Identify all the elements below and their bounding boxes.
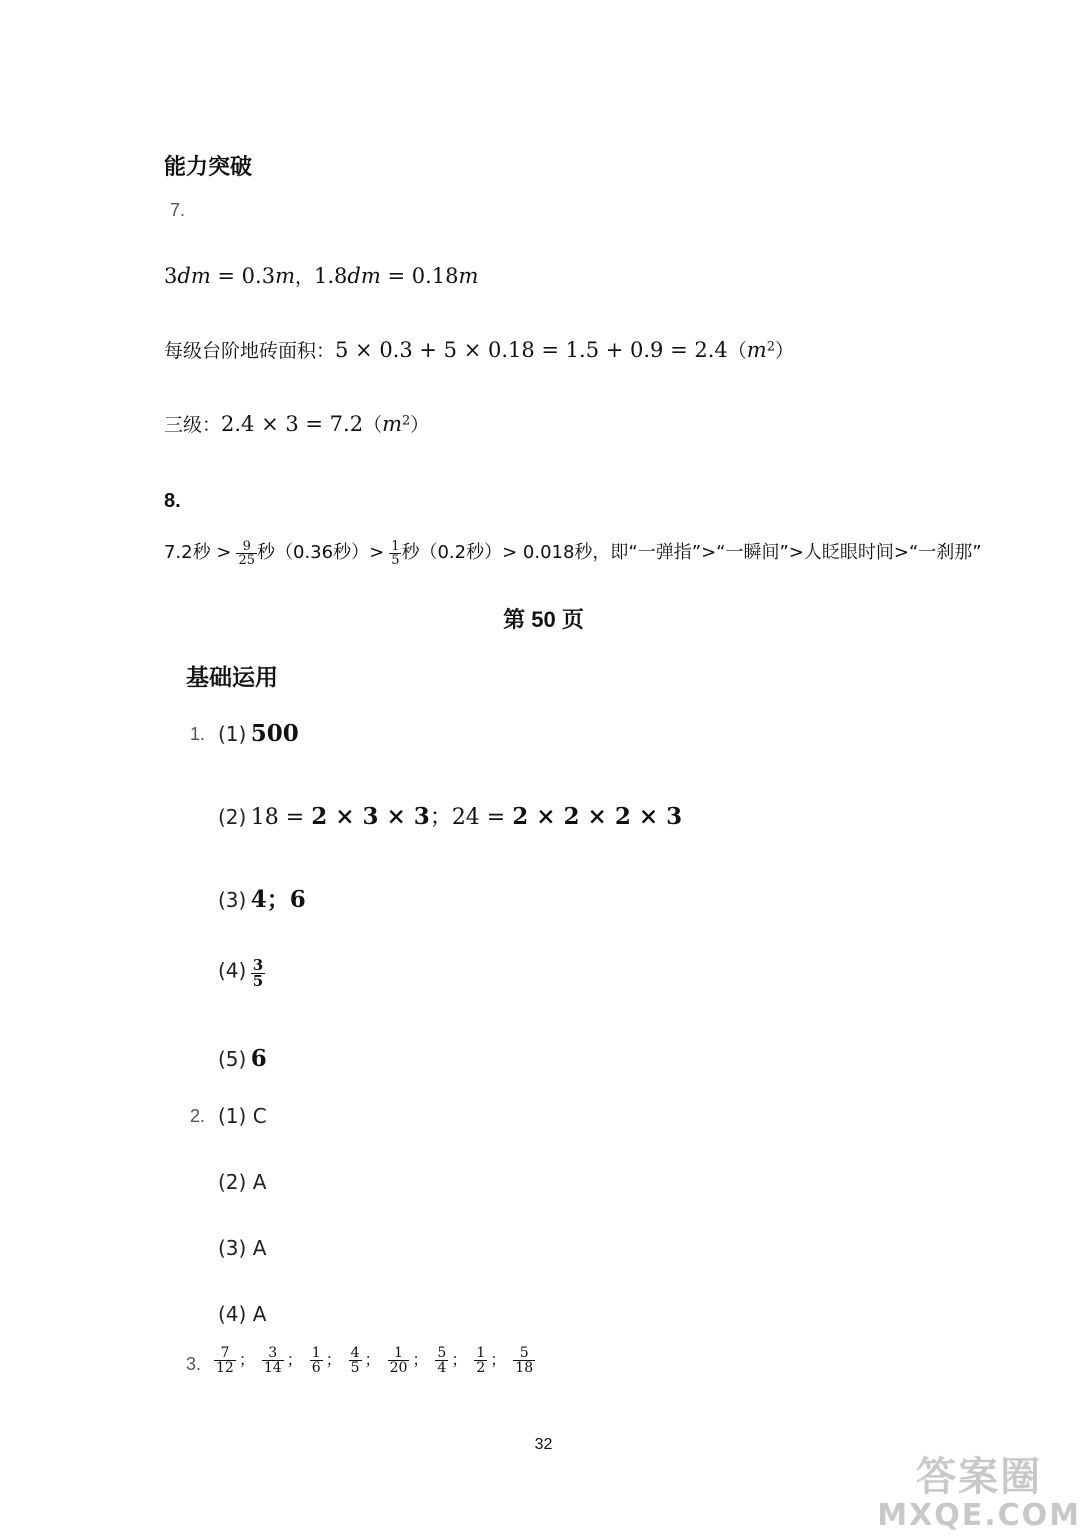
q3-fraction-den: 2 [476, 1360, 486, 1376]
q3-fraction-num: 5 [437, 1345, 447, 1361]
q7-unit-dm-2: dm [347, 264, 381, 288]
q7-eq-2: = 0.18 [380, 264, 459, 288]
q7-total-line [164, 410, 429, 437]
q7-total-unit-exp: 2 [402, 413, 411, 429]
q3-fraction [262, 1346, 284, 1375]
page-title: 第 50 页 [503, 607, 584, 632]
q7-area-label: 每级台阶地砖面积： [164, 340, 336, 362]
page-number: 32 [534, 1436, 553, 1453]
q3-fraction-den: 18 [515, 1360, 534, 1376]
q2-item-3 [218, 1236, 266, 1260]
q8-comparison-line [164, 538, 982, 567]
q1-item-2-part-b: 2 × 3 × 3 [311, 803, 430, 830]
q8-text-3: 秒（0.2秒）> 0.018秒，即“一弹指”>“一瞬间”>人眨眼时间>“一刹那” [401, 542, 982, 563]
q2-item-4 [218, 1302, 266, 1326]
q7-area-unit-open: （ [727, 340, 747, 362]
q3-fraction-den: 20 [389, 1360, 408, 1376]
q1-item-2-part-d: 2 × 2 × 2 × 3 [512, 803, 683, 830]
q1-item-1 [218, 720, 299, 747]
q1-item-5 [218, 1045, 267, 1072]
watermark-logo [877, 1455, 1081, 1532]
q8-fraction-1-den: 25 [238, 552, 255, 568]
q2-item-1-label: (1) [218, 1104, 247, 1128]
q8-fraction-1-num: 9 [236, 540, 257, 554]
q7-area-unit-close: ） [774, 340, 794, 362]
q3-fraction-num: 1 [388, 1346, 410, 1361]
q1-item-3-answer: 4；6 [250, 886, 306, 913]
q1-item-2-label: (2) [218, 805, 247, 829]
q7-unit-m-2: m [458, 264, 479, 288]
q3-fraction [513, 1346, 535, 1375]
q7-total-unit-base: m [382, 412, 403, 436]
q3-fraction-den: 5 [350, 1360, 360, 1376]
q1-item-2-part-a: 18 = [250, 805, 312, 830]
q2-item-2 [218, 1170, 266, 1194]
q7-conversion-line [164, 262, 478, 289]
q7-area-line [164, 336, 794, 363]
q8-fraction-2 [389, 540, 401, 567]
q1-item-1-answer: 500 [250, 720, 299, 747]
q7-total-label: 三级： [164, 414, 222, 436]
q8-fraction-2-num: 1 [391, 538, 400, 554]
q3-fraction-den: 12 [216, 1360, 234, 1376]
q1-item-4-fraction [251, 958, 265, 989]
q3-fraction-num: 1 [311, 1345, 321, 1361]
q7-eq-1: = 0.3 [210, 264, 276, 288]
q3-separator: ； [238, 1349, 255, 1369]
q2-item-2-label: (2) [218, 1170, 247, 1194]
question-number-2: 2. [190, 1106, 206, 1126]
q3-fraction-den: 4 [437, 1360, 447, 1376]
q3-fraction-den: 14 [263, 1360, 282, 1376]
q1-item-3 [218, 881, 306, 914]
q3-separator: ； [451, 1349, 468, 1369]
question-number-1: 1. [190, 724, 206, 744]
q3-fraction [388, 1346, 410, 1375]
q7-unit-m-1: m [275, 264, 295, 288]
q8-fraction-1 [236, 540, 257, 567]
q3-separator: ； [490, 1349, 507, 1369]
q7-area-unit-base: m [746, 338, 767, 362]
q3-fraction-num: 3 [262, 1346, 284, 1361]
q2-item-2-answer: A [252, 1170, 267, 1194]
question-number-3: 3. [186, 1354, 202, 1374]
q3-separator: ； [286, 1349, 303, 1369]
q3-separator: ； [364, 1349, 381, 1369]
q2-item-3-answer: A [252, 1236, 267, 1260]
q3-fraction [435, 1346, 448, 1375]
q3-separator: ； [412, 1349, 429, 1369]
q3-separator: ； [325, 1349, 342, 1369]
q7-unit-dm-1: dm [177, 264, 211, 288]
q3-fraction-num: 1 [476, 1345, 486, 1361]
q2-item-1-answer: C [252, 1104, 267, 1128]
section-heading-ability: 能力突破 [164, 154, 253, 179]
question-number-8: 8. [164, 490, 181, 512]
q1-item-4-den: 5 [252, 972, 264, 990]
q1-item-4-num: 3 [252, 956, 264, 974]
watermark-line-2: MXQE.COM [877, 1498, 1081, 1533]
q2-item-3-label: (3) [218, 1236, 247, 1260]
q2-item-1 [218, 1104, 267, 1128]
q3-fraction [214, 1346, 236, 1375]
q7-total-expr: 2.4 × 3 = 7.2 [221, 412, 364, 436]
q7-area-unit-exp: 2 [766, 339, 775, 355]
q1-item-4 [218, 958, 265, 989]
q7-val-2: 1.8 [314, 264, 348, 288]
q3-fraction-num: 4 [350, 1345, 360, 1361]
q8-text-1: 7.2秒 > [164, 542, 232, 563]
q3-fraction [349, 1346, 362, 1375]
q1-item-2-part-c: ；24 = [429, 805, 513, 830]
q3-fraction-den: 6 [311, 1360, 321, 1376]
q3-fraction-num: 5 [513, 1346, 535, 1361]
q2-item-4-label: (4) [218, 1302, 247, 1326]
q1-item-4-label: (4) [218, 958, 247, 983]
q3-fraction-list [214, 1346, 535, 1375]
q1-item-3-label: (3) [218, 888, 247, 912]
q3-fraction [310, 1346, 323, 1375]
q7-area-expr: 5 × 0.3 + 5 × 0.18 = 1.5 + 0.9 = 2.4 [335, 338, 728, 362]
watermark-line-1: 答案圈 [916, 1454, 1043, 1500]
q3-fraction [474, 1346, 487, 1375]
section-heading-basic: 基础运用 [186, 664, 278, 690]
question-number-7: 7. [170, 200, 186, 220]
q7-val-1: 3 [164, 264, 178, 288]
q7-total-unit-close: ） [410, 414, 430, 436]
q1-item-1-label: (1) [218, 722, 247, 746]
q7-separator: ， [295, 266, 315, 288]
q1-item-2 [218, 800, 682, 831]
q1-item-5-label: (5) [218, 1047, 247, 1071]
q2-item-4-answer: A [252, 1302, 267, 1326]
q1-item-5-answer: 6 [250, 1045, 267, 1072]
q8-fraction-2-den: 5 [391, 552, 400, 568]
q3-fraction-num: 7 [214, 1346, 236, 1361]
q7-total-unit-open: （ [363, 414, 383, 436]
q8-text-2: 秒（0.36秒）> [257, 542, 385, 563]
